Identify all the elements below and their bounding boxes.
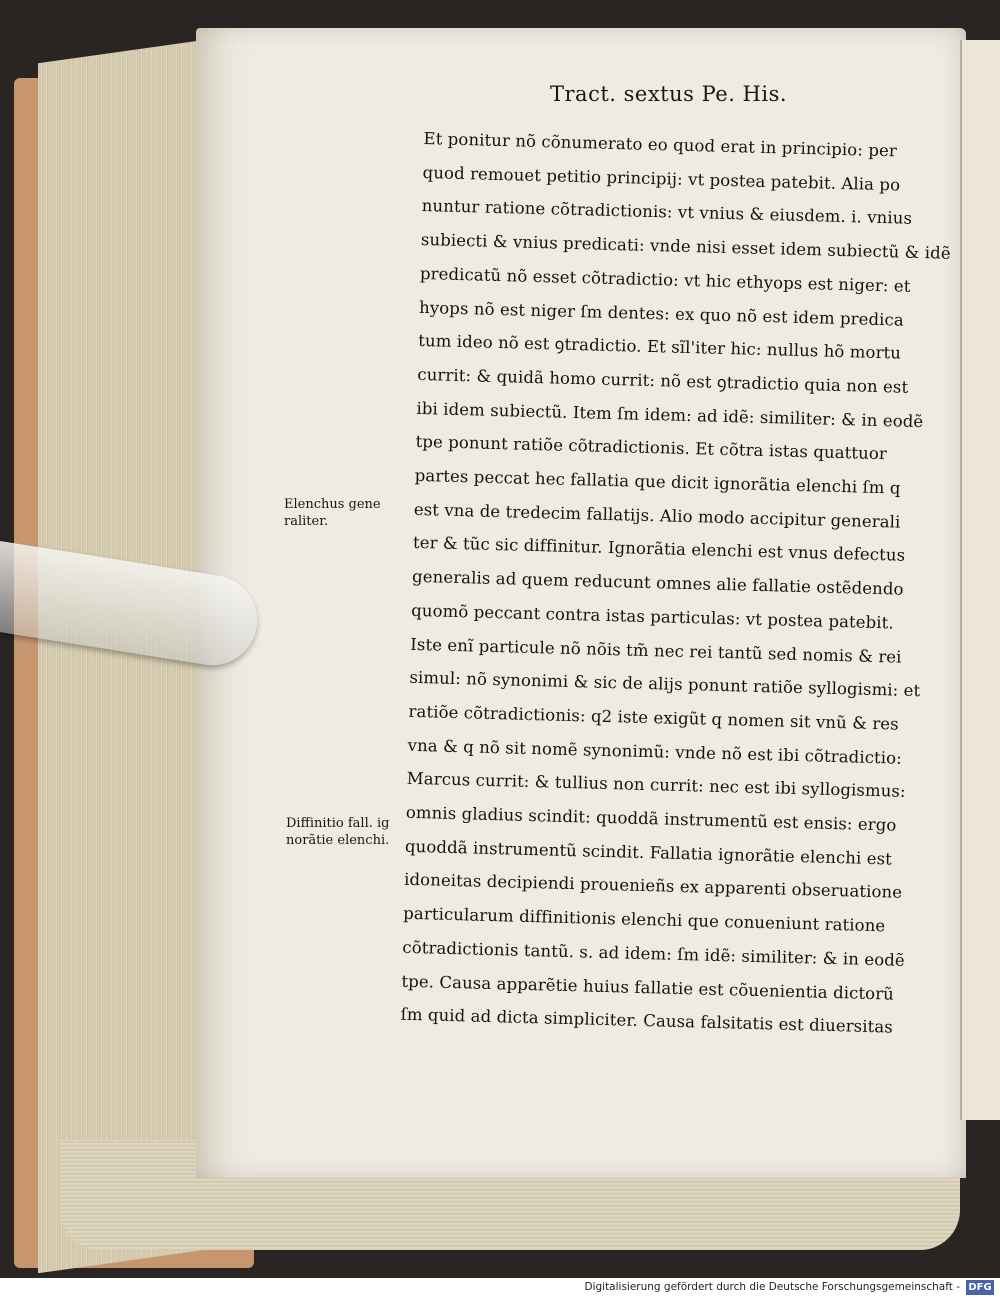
text-line: cõtradictionis tantũ. s. ad idem: ſm idẽ: similiter: & in eodẽ	[402, 937, 906, 970]
text-line: tpe. Causa apparẽtie huius fallatie est cõuenientia dictorũ	[401, 971, 895, 1004]
dfg-logo: DFG	[966, 1280, 994, 1295]
margin-note-line: raliter.	[284, 514, 329, 529]
text-line: ibi idem subiectũ. Item ſm idem: ad idẽ: similiter: & in eodẽ	[416, 398, 924, 431]
footer-bar	[0, 1278, 1000, 1299]
running-header: Tract. sextus Pe. His.	[550, 82, 788, 106]
text-line: ter & tũc sic diffinitur. Ignorãtia elenchi est vnus defectus	[412, 533, 906, 566]
text-line: simul: nõ synonimi & sic de alijs ponunt ratiõe syllogismi: et	[409, 668, 921, 701]
text-line: Iste enĩ particule nõ nõis tm̃ nec rei tantũ sed nomis & rei	[410, 634, 902, 667]
facing-page-edge	[960, 40, 1000, 1120]
text-line: particularum diffinitionis elenchi que conueniunt ratione	[403, 903, 886, 936]
text-line: currit: & quidã homo currit: nõ est ꝯtradictio quia non est	[417, 364, 909, 397]
text-line: partes peccat hec fallatia que dicit ignorãtia elenchi ſm q	[414, 465, 901, 498]
text-line: tpe ponunt ratiõe cõtradictionis. Et cõtra istas quattuor	[415, 432, 888, 464]
text-line: nuntur ratione cõtradictionis: vt vnius & eiusdem. i. vnius	[421, 196, 913, 229]
text-line: generalis ad quem reducunt omnes alie fallatie ostẽdendo	[411, 566, 904, 599]
text-line: tum ideo nõ est ꝯtradictio. Et sĩl'iter hic: nullus hõ mortu	[418, 331, 902, 363]
margin-note-diffinitio	[286, 815, 389, 849]
text-line: idoneitas decipiendi prouenieñs ex apparenti obseruatione	[403, 870, 903, 903]
text-line: subiecti & vnius predicati: vnde nisi esset idem subiectũ & idẽ	[420, 230, 951, 263]
text-line: ratiõe cõtradictionis: q2 iste exigũt q nomen sit vnũ & res	[408, 701, 900, 734]
text-line: Marcus currit: & tullius non currit: nec est ibi syllogismus:	[406, 769, 906, 802]
text-line: hyops nõ est niger ſm dentes: ex quo nõ est idem predica	[418, 297, 905, 330]
text-line: quod remouet petitio principij: vt postea patebit. Alia po	[422, 162, 901, 195]
margin-note-line: Elenchus gene	[284, 497, 381, 512]
text-line: est vna de tredecim fallatijs. Alio modo accipitur generali	[413, 499, 901, 532]
margin-note-line: Diffinitio fall. ig	[286, 816, 390, 831]
text-line: vna & q nõ sit nomẽ synonimũ: vnde nõ est ibi cõtradictio:	[407, 735, 903, 768]
text-line: quoddã instrumentũ scindit. Fallatia ignorãtie elenchi est	[404, 836, 893, 869]
margin-note-elenchus	[284, 496, 381, 530]
text-line: omnis gladius scindit: quoddã instrumentũ est ensis: ergo	[405, 802, 897, 835]
text-line: predicatũ nõ esset cõtradictio: vt hic ethyops est niger: et	[419, 263, 911, 296]
funding-credit: Digitalisierung gefördert durch die Deutsche Forschungsgemeinschaft -	[584, 1281, 960, 1293]
main-text-block	[400, 122, 964, 1046]
text-line: ſm quid ad dicta simpliciter. Causa falsitatis est diuersitas	[400, 1004, 894, 1037]
text-line: Et ponitur nõ cõnumerato eo quod erat in principio: per	[423, 128, 898, 161]
text-line: quomõ peccant contra istas particulas: vt postea patebit.	[410, 600, 895, 633]
margin-note-line: norãtie elenchi.	[286, 833, 390, 848]
